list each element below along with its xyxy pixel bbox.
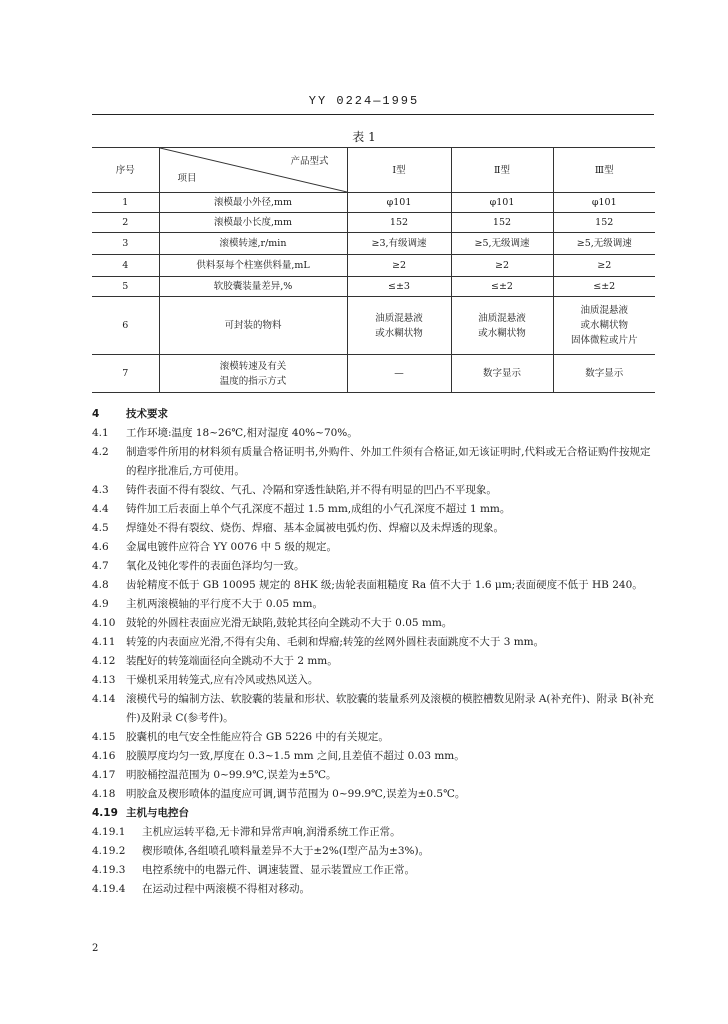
clause [92, 614, 658, 633]
clause-text: 铸件加工后表面上单个气孔深度不超过 1.5 mm,成组的小气孔深度不超过 1 mm。 [126, 503, 511, 515]
subclause-text: 在运动过程中两滚模不得相对移动。 [142, 883, 310, 895]
clause-text: 主机两滚模轴的平行度不大于 0.05 mm。 [126, 598, 323, 610]
clause-text: 明胶桶控温范围为 0~99.9℃,误差为±5℃。 [126, 769, 337, 781]
clause [92, 481, 658, 500]
col-header-type-1: Ⅰ型 [347, 148, 451, 193]
cell-item: 软胶囊装量差异,% [159, 277, 347, 297]
cell-type-1: 油质混悬液 或水糊状物 [347, 297, 451, 355]
page-number: 2 [92, 943, 99, 954]
table-row [92, 255, 655, 277]
table-row [92, 355, 655, 393]
cell-type-3: ≤±2 [553, 277, 655, 297]
cell-no: 1 [92, 193, 159, 213]
cell-no: 2 [92, 213, 159, 233]
clause-number: 4.6 [92, 541, 109, 553]
cell-item: 滚模转速,r/min [159, 233, 347, 255]
clause-text: 明胶盒及楔形喷体的温度应可调,调节范围为 0~99.9℃,误差为±0.5℃。 [126, 788, 466, 800]
clause-4-19-heading [92, 804, 658, 823]
table-caption: 表 1 [352, 130, 376, 144]
cell-item: 滚模最小外径,mm [159, 193, 347, 213]
cell-type-3: φ101 [553, 193, 655, 213]
cell-no: 5 [92, 277, 159, 297]
clause [92, 500, 658, 519]
cell-type-3: ≥5,无级调速 [553, 233, 655, 255]
clause [92, 424, 658, 443]
cell-type-1: ≥2 [347, 255, 451, 277]
table-row [92, 213, 655, 233]
clause-number: 4.4 [92, 503, 109, 515]
subclause-text: 楔形喷体,各组喷孔喷料量差异不大于±2%(Ⅰ型产品为±3%)。 [142, 845, 430, 857]
clause-text: 铸件表面不得有裂纹、气孔、冷隔和穿透性缺陷,并不得有明显的凹凸不平现象。 [126, 484, 497, 496]
clause [92, 519, 658, 538]
subclause [92, 861, 658, 880]
standard-code-header: YY 0224—1995 [308, 94, 420, 108]
header-rule [92, 114, 654, 115]
section-heading [92, 405, 658, 424]
cell-type-2: ≥2 [451, 255, 553, 277]
diag-top-label: 产品型式 [290, 156, 329, 167]
clause-number: 4.12 [92, 655, 116, 667]
clause-text: 鼓轮的外圆柱表面应光滑无缺陷,鼓轮其径向全跳动不大于 0.05 mm。 [126, 617, 453, 629]
cell-item: 滚模转速及有关 温度的指示方式 [159, 355, 347, 393]
clause-number: 4.10 [92, 617, 116, 629]
cell-no: 6 [92, 297, 159, 355]
clause-number: 4.17 [92, 769, 116, 781]
clause-text: 氧化及钝化零件的表面色泽均匀一致。 [126, 560, 305, 572]
table-row [92, 193, 655, 213]
clause-number: 4.19 [92, 807, 118, 819]
col-header-type-3: Ⅲ型 [553, 148, 655, 193]
cell-item: 可封装的物料 [159, 297, 347, 355]
clause-number: 4.9 [92, 598, 109, 610]
clause-number: 4.3 [92, 484, 109, 496]
subclause-number: 4.19.2 [92, 845, 126, 857]
clause-number: 4.1 [92, 427, 109, 439]
cell-type-2: 数字显示 [451, 355, 553, 393]
cell-type-2: ≤±2 [451, 277, 553, 297]
cell-type-2: 油质混悬液 或水糊状物 [451, 297, 553, 355]
clause [92, 785, 658, 804]
clause [92, 671, 658, 690]
table-row [92, 297, 655, 355]
clause [92, 557, 658, 576]
subclause-number: 4.19.4 [92, 883, 126, 895]
cell-no: 4 [92, 255, 159, 277]
clause-number: 4.15 [92, 731, 116, 743]
diagonal-header-cell [159, 148, 347, 193]
col-header-type-2: Ⅱ型 [451, 148, 553, 193]
clause-text: 滚模代号的编制方法、软胶囊的装量和形状、软胶囊的装量系列及滚模的模腔槽数见附录 A(补充件)、附录 B(补充件)及附录 C(参考件)。 [126, 693, 654, 724]
clause-text: 制造零件所用的材料须有质量合格证明书,外购件、外加工件须有合格证,如无该证明时,代料或无合格证购件按规定的程序批准后,方可使用。 [126, 446, 651, 477]
section-number: 4 [92, 408, 100, 420]
diag-bottom-label: 项目 [177, 173, 197, 184]
cell-item: 滚模最小长度,mm [159, 213, 347, 233]
clause-text: 焊缝处不得有裂纹、烧伤、焊瘤、基本金属被电弧灼伤、焊瘤以及未焊透的现象。 [126, 522, 504, 534]
clause-title: 主机与电控台 [126, 807, 189, 819]
clause [92, 766, 658, 785]
clause [92, 576, 658, 595]
cell-no: 3 [92, 233, 159, 255]
cell-type-1: ≤±3 [347, 277, 451, 297]
cell-item: 供料泵每个柱塞供料量,mL [159, 255, 347, 277]
clause-text: 胶膜厚度均匀一致,厚度在 0.3~1.5 mm 之间,且差值不超过 0.03 mm。 [126, 750, 465, 762]
clause-list [92, 424, 658, 804]
clause-text: 装配好的转笼端面径向全跳动不大于 2 mm。 [126, 655, 338, 667]
table-row [92, 277, 655, 297]
cell-type-1: ≥3,有级调速 [347, 233, 451, 255]
clause-number: 4.14 [92, 693, 116, 705]
cell-type-3: 数字显示 [553, 355, 655, 393]
clause-number: 4.11 [92, 636, 116, 648]
clause [92, 633, 658, 652]
table-header-row [92, 148, 655, 193]
table-row [92, 233, 655, 255]
cell-type-1: 152 [347, 213, 451, 233]
subclause [92, 823, 658, 842]
cell-type-2: ≥5,无级调速 [451, 233, 553, 255]
subclause [92, 880, 658, 899]
cell-type-3: 152 [553, 213, 655, 233]
clause [92, 728, 658, 747]
clause-text: 金属电镀件应符合 YY 0076 中 5 级的规定。 [126, 541, 337, 553]
clause-number: 4.13 [92, 674, 116, 686]
subclause-number: 4.19.3 [92, 864, 126, 876]
clause-number: 4.16 [92, 750, 116, 762]
clause-number: 4.7 [92, 560, 109, 572]
section-title: 技术要求 [126, 408, 168, 420]
clause-text: 干燥机采用转笼式,应有冷风或热风送入。 [126, 674, 319, 686]
technical-requirements-section [92, 405, 658, 899]
cell-type-1: — [347, 355, 451, 393]
clause-text: 齿轮精度不低于 GB 10095 规定的 8HK 级;齿轮表面粗糙度 Ra 值不大于 1.6 μm;表面硬度不低于 HB 240。 [126, 579, 643, 591]
clause-text: 工作环境:温度 18~26℃,相对湿度 40%~70%。 [126, 427, 358, 439]
clause-number: 4.5 [92, 522, 109, 534]
clause [92, 747, 658, 766]
clause-number: 4.2 [92, 446, 109, 458]
cell-no: 7 [92, 355, 159, 393]
cell-type-3: ≥2 [553, 255, 655, 277]
clause [92, 443, 658, 481]
clause [92, 538, 658, 557]
subclause-text: 主机应运转平稳,无卡滞和异常声响,润滑系统工作正常。 [142, 826, 401, 838]
clause-number: 4.8 [92, 579, 109, 591]
subclause-text: 电控系统中的电器元件、调速装置、显示装置应工作正常。 [142, 864, 415, 876]
subclause-number: 4.19.1 [92, 826, 126, 838]
cell-type-2: φ101 [451, 193, 553, 213]
subclause [92, 842, 658, 861]
clause-number: 4.18 [92, 788, 116, 800]
clause [92, 595, 658, 614]
cell-type-3: 油质混悬液 或水糊状物 固体微粒或片片 [553, 297, 655, 355]
clause-text: 胶囊机的电气安全性能应符合 GB 5226 中的有关规定。 [126, 731, 389, 743]
clause-text: 转笼的内表面应光滑,不得有尖角、毛刺和焊瘤;转笼的丝网外圆柱表面跳度不大于 3 mm。 [126, 636, 545, 648]
cell-type-1: φ101 [347, 193, 451, 213]
cell-type-2: 152 [451, 213, 553, 233]
clause [92, 652, 658, 671]
spec-table [92, 147, 655, 393]
clause [92, 690, 658, 728]
col-header-seq: 序号 [92, 148, 159, 193]
